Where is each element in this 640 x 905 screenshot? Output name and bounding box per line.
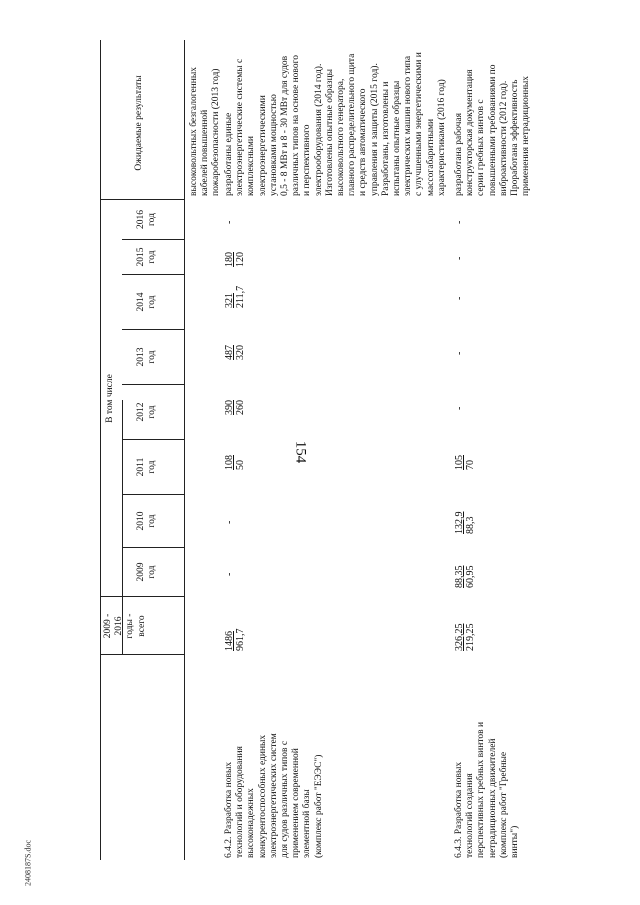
row-6-4-2-2016-all: - [224,220,235,224]
header-year-2016: 2016 год [136,210,158,229]
continuation-text: высоковольтных безгалогенных кабелей повышенной пожаробезопасности (2013 год) [189,67,222,196]
row-6-4-3-2009-sub: 60,95 [465,565,476,588]
row-6-4-3-2015-all: - [454,256,465,260]
row-6-4-2-name: 6.4.2. Разработка новых технологий и оборудования высоконадежных конкурентоспособных единых электроэнергетических систем для судов различных типов с применением современной элементной базы (комплекс работ "ЕЭЭС") [224,733,324,858]
row-6-4-2-total-sub: 961,7 [235,628,246,651]
row-6-4-3-2016 [454,221,465,224]
row-6-4-2-2013-sub: 320 [235,345,246,360]
row-6-4-3-2012 [454,407,465,410]
row-6-4-3-2011 [454,455,476,470]
table-top-rule [100,40,101,860]
row-6-4-3-2014 [454,297,465,300]
row-6-4-3-2013 [454,352,465,355]
row-6-4-3-2012-all: - [454,406,465,410]
row-6-4-3-total-all: 326,25 [454,623,465,651]
row-6-4-2-2011-sub: 50 [235,460,246,470]
header-total: 2009 - 2016 годы - всего [103,613,147,639]
row-6-4-2-2012-sub: 260 [235,400,246,415]
row-6-4-2-2009-all: - [224,572,235,576]
row-6-4-3-results: разработана рабочая конструкторская документация серии гребных винтов с повышенными требованиями по виброактивности (2012 год). Проработана эффективность применения нетрадиционных [454,64,532,196]
row-6-4-3-2011-sub: 70 [465,460,476,470]
header-year-2013: 2013 год [136,347,158,367]
row-6-4-3-2010-sub: 88,3 [465,516,476,534]
row-6-4-2-2009 [224,573,235,576]
row-6-4-2-total-all: 1486 [224,631,235,651]
header-year-2014: 2014 год [136,292,158,312]
header-group-label: В том числе [105,374,115,423]
row-6-4-2-2013 [224,345,246,360]
row-6-4-2-2014-all: 321 [224,293,235,308]
row-6-4-2-2014 [224,286,246,308]
header-year-2015: 2015 год [136,247,158,267]
row-6-4-2-2010-all: - [224,520,235,524]
rotated-table [100,40,550,860]
rule-total-2009 [100,596,184,597]
row-6-4-3-2010 [454,512,476,535]
row-6-4-3-2010-all: 132,9 [454,511,465,534]
header-year-2010: 2010 год [136,511,158,531]
row-6-4-2-2016 [224,221,235,224]
row-6-4-3-2009-all: 88,35 [454,565,465,588]
row-6-4-2-2010 [224,521,235,524]
row-6-4-3-2009 [454,566,476,589]
row-6-4-2-2012 [224,400,246,415]
row-6-4-2-2015-all: 180 [224,252,235,267]
row-6-4-2-total [224,629,246,652]
row-6-4-3-2011-all: 105 [454,455,465,470]
header-results: Ожидаемые результаты [134,75,144,171]
row-6-4-3-2016-all: - [454,220,465,224]
row-6-4-2-2015 [224,252,246,267]
row-6-4-3-name: 6.4.3. Разработка новых технологий создания перспективных гребных винтов и нетрадиционных движителей (комплекс работ "Гребные винты") [454,721,521,858]
footer-file-code: 2408187S.doc [23,840,33,886]
header-bottom-rule [184,40,185,860]
page-number: 154 [292,440,309,464]
row-6-4-3-2014-all: - [454,296,465,300]
row-6-4-3-total-sub: 219,25 [465,623,476,651]
header-year-2012: 2012 год [136,402,158,422]
rule-name-total [100,654,184,655]
row-6-4-2-2013-all: 487 [224,345,235,360]
row-6-4-2-2014-sub: 211,7 [235,285,246,308]
row-6-4-3-total [454,624,476,652]
row-6-4-2-results: разработаны единые электроэнергетические системы с комплексными электроэнергетическими установками мощностью 0,5 - 8 МВт и 8 - 30 МВт для судов различных типов на основе нового и перспективного электрооборудования (2014 год). Изготовлены опытные образцы высоковольтного генератора, главного распределительного щита и средств автоматического управления и защиты (2015 год). Разработаны, изготовлены и испытаны опытные образцы электрических машин нового типа с улучшенными энергетическими и массогабаритными характеристиками (2016 год) [224,52,447,196]
row-6-4-2-2011-all: 108 [224,455,235,470]
row-6-4-2-2015-sub: 120 [235,252,246,267]
row-6-4-2-2011 [224,455,246,470]
row-6-4-2-2012-all: 390 [224,400,235,415]
row-6-4-3-2015 [454,257,465,260]
header-year-2009: 2009 год [136,562,158,582]
row-6-4-3-2013-all: - [454,351,465,355]
header-year-2011: 2011 год [136,457,158,477]
